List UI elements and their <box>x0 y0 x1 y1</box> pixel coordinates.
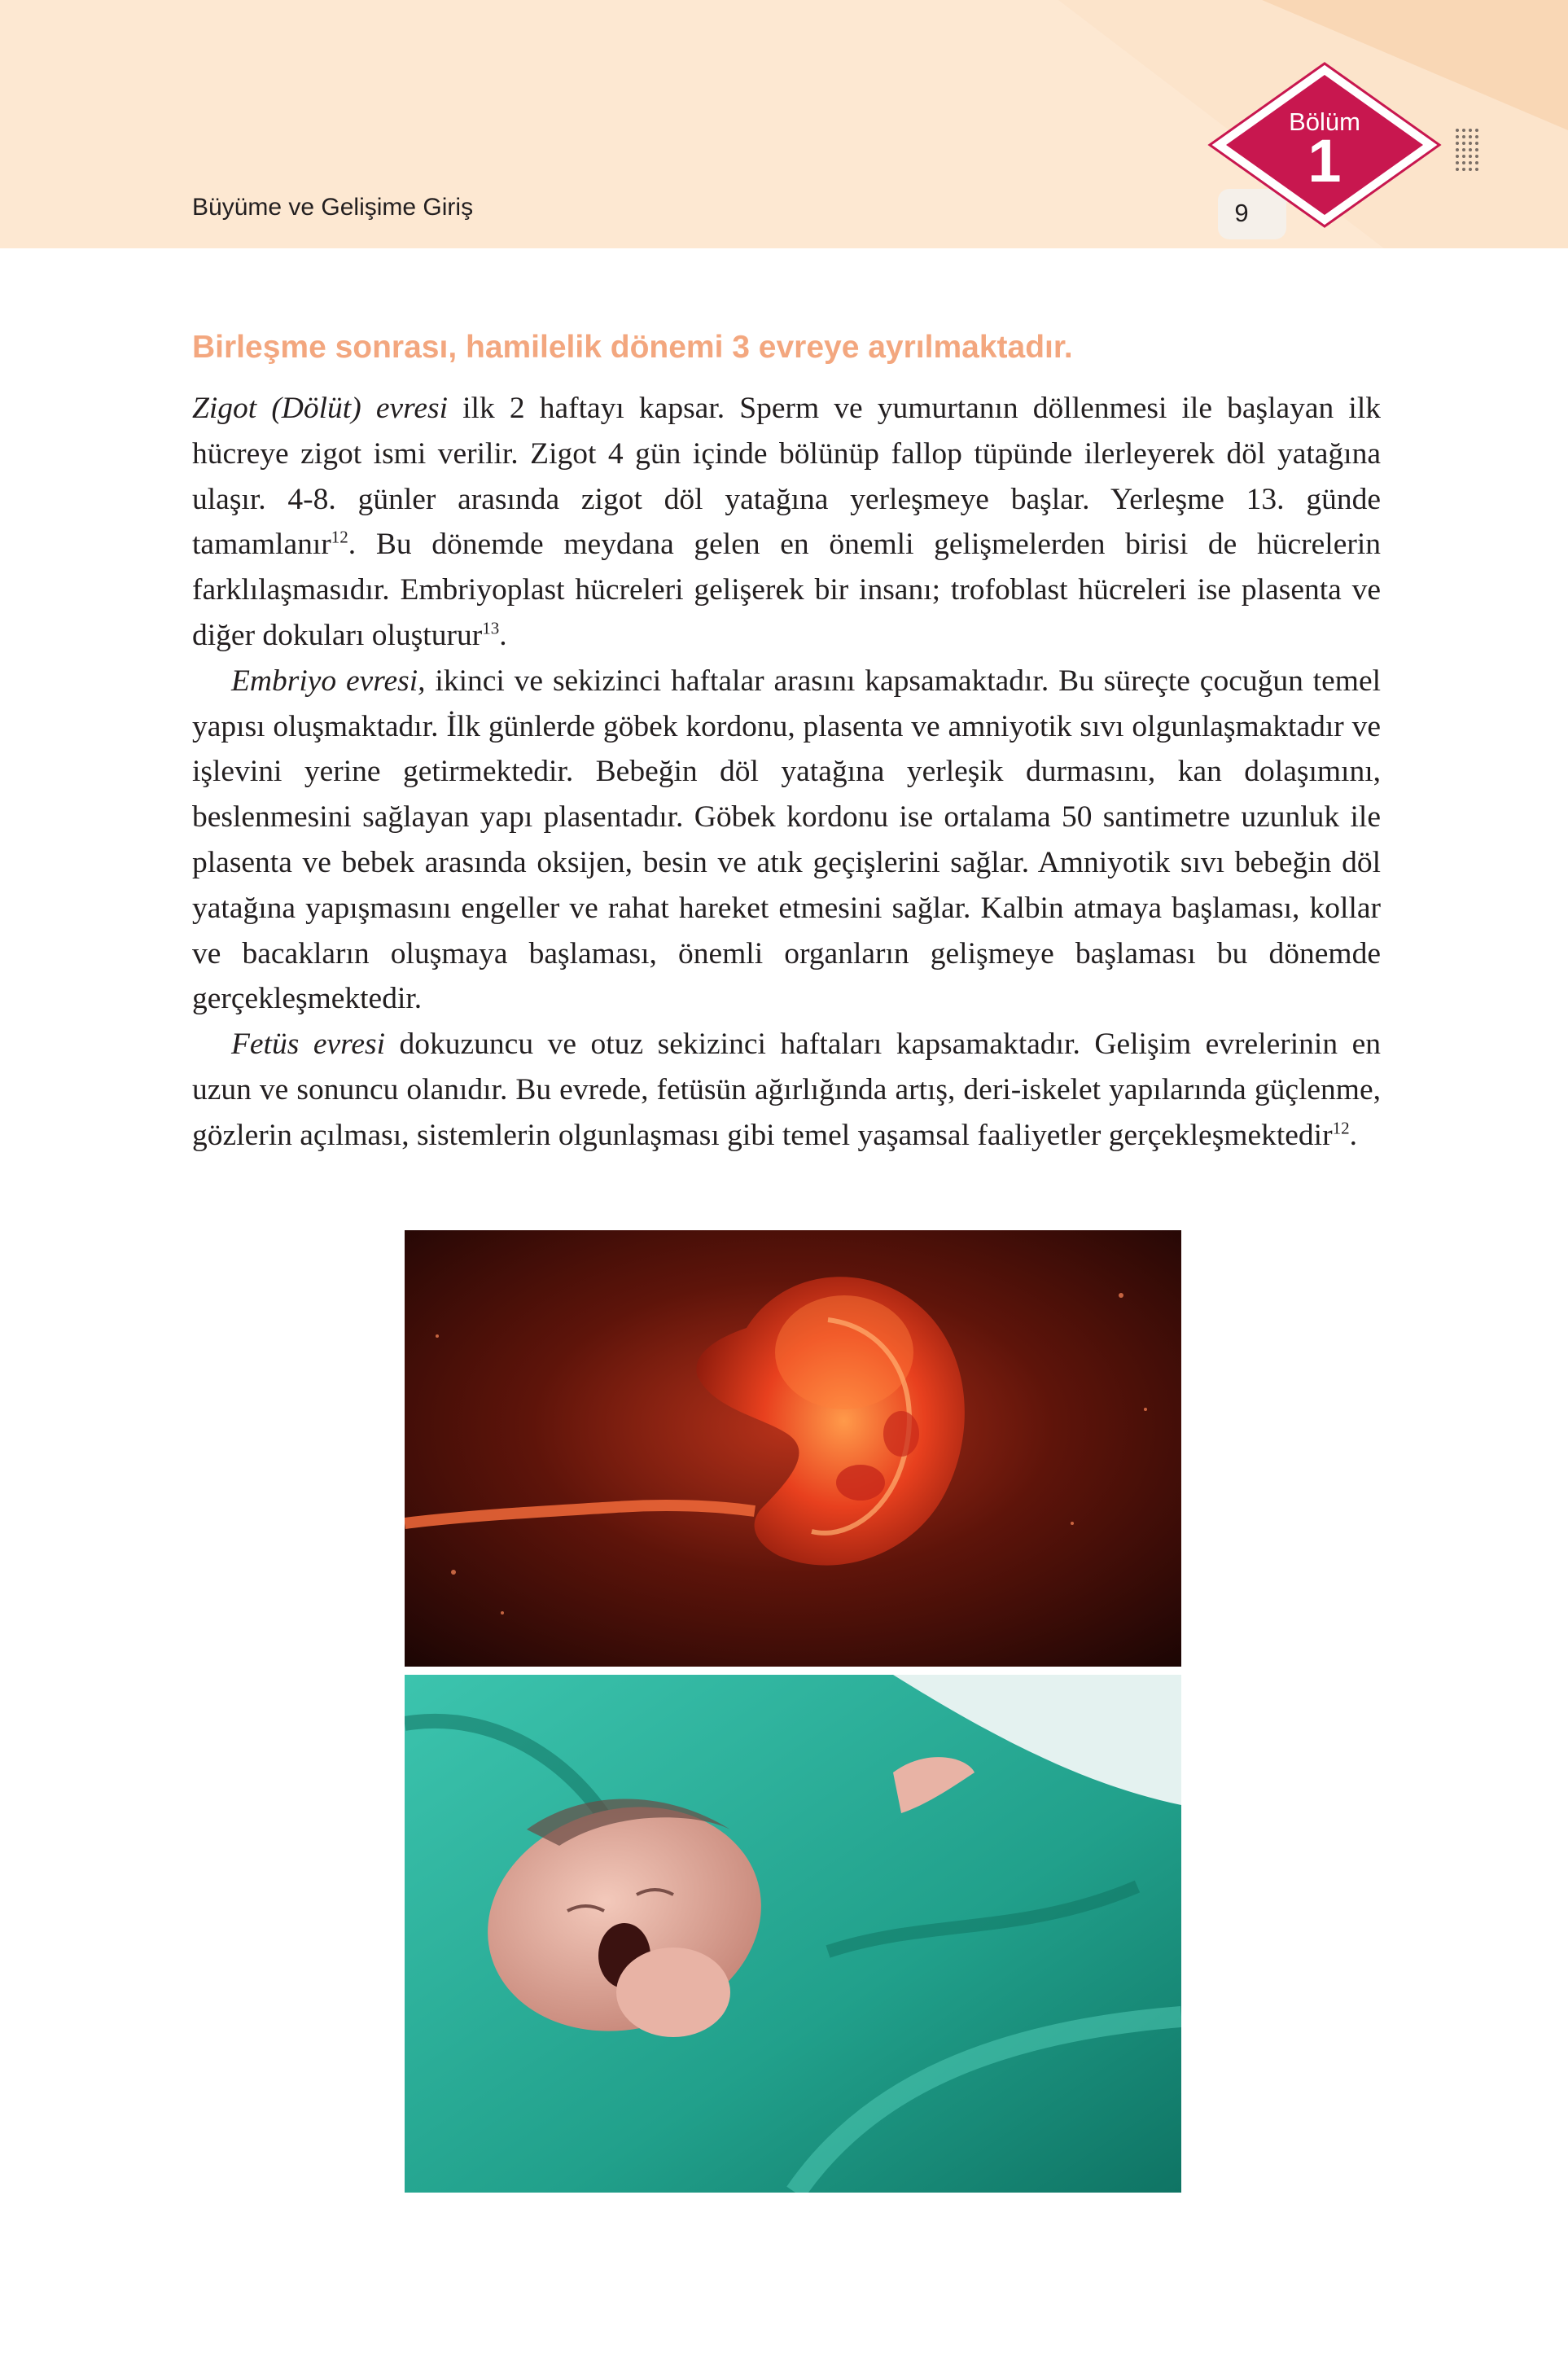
page-header <box>0 0 1568 248</box>
term-zigot: Zigot (Dölüt) evresi <box>192 392 448 425</box>
paragraph-text: . <box>499 618 507 652</box>
paragraph-text: . Bu dönemde meydana gelen en önemli gelişmelerden birisi de hücrelerin farklılaşmasıdır. Embriyoplast hücreleri gelişerek bir insanı; trofoblast hücreleri ise plasenta ve diğer dokuları oluşturur <box>192 528 1381 652</box>
paragraph-text: ikinci ve sekizinci haftalar arasını kapsamaktadır. Bu süreçte çocuğun temel yapısı oluşmaktadır. İlk günlerde göbek kordonu, plasenta ve amniyotik sıvı olgunlaşmaktadır ve işlevini yerine getirmektedir. Bebeğin döl yatağına yerleşik durmasını, kan dolaşımını, beslenmesini sağlayan yapı plasentadır. Göbek kordonu ise ortalama 50 santimetre uzunluk ile plasenta ve bebek arasında oksijen, besin ve atık geçişlerini sağlar. Amniyotik sıvı bebeğin döl yatağına yapışmasını engeller ve rahat hareket etmesini sağlar. Kalbin atmaya başlaması, kollar ve bacakların oluşmaya başlaması, önemli organların gelişmeye başlaması bu dönemde gerçekleşmektedir. <box>192 664 1382 1016</box>
term-fetus: Fetüs evresi <box>231 1027 385 1062</box>
citation: 13 <box>482 618 500 638</box>
paragraph-text: ilk 2 haftayı kapsar. Sperm ve yumurtanın döllenmesi ile başlayan ilk hücreye zigot ismi verilir. Zigot 4 gün içinde bölünüp fallop tüpünde ilerleyerek döl yatağına ulaşır. 4-8. günler arasında zigot döl yatağına yerleşmeye başlar. Yerleşme 13. günde tamamlanır <box>192 392 1381 562</box>
embryo-illustration <box>405 1230 1181 1667</box>
citation: 12 <box>1332 1118 1350 1138</box>
embryo-photo <box>405 1230 1181 1667</box>
paragraph-text: dokuzuncu ve otuz sekizinci haftaları kapsamaktadır. Gelişim evrelerinin en uzun ve sonuncu olanıdır. Bu evrede, fetüsün ağırlığında artış, deri-iskelet yapılarında güçlenme, gözlerin açılması, sistemlerin olgunlaşması gibi temel yaşamsal faaliyetler gerçekleşmektedir <box>192 1027 1381 1152</box>
paragraph-text: . <box>1349 1118 1357 1152</box>
baby-hand <box>616 1948 730 2037</box>
running-title: Büyüme ve Gelişime Giriş <box>192 194 474 221</box>
paragraph-zigot <box>192 386 1381 659</box>
newborn-photo <box>405 1675 1181 2193</box>
body-text <box>192 386 1381 1159</box>
page-number: 9 <box>1234 199 1249 227</box>
chapter-label: Bölüm <box>1289 107 1360 136</box>
term-embriyo: Embriyo evresi, <box>231 664 426 698</box>
citation: 12 <box>331 527 348 547</box>
paragraph-embriyo <box>192 659 1381 1022</box>
newborn-illustration <box>405 1675 1181 2193</box>
paragraph-fetus <box>192 1022 1381 1158</box>
section-heading: Birleşme sonrası, hamilelik dönemi 3 evreye ayrılmaktadır. <box>192 330 1073 365</box>
chapter-number: 1 <box>1307 127 1342 195</box>
